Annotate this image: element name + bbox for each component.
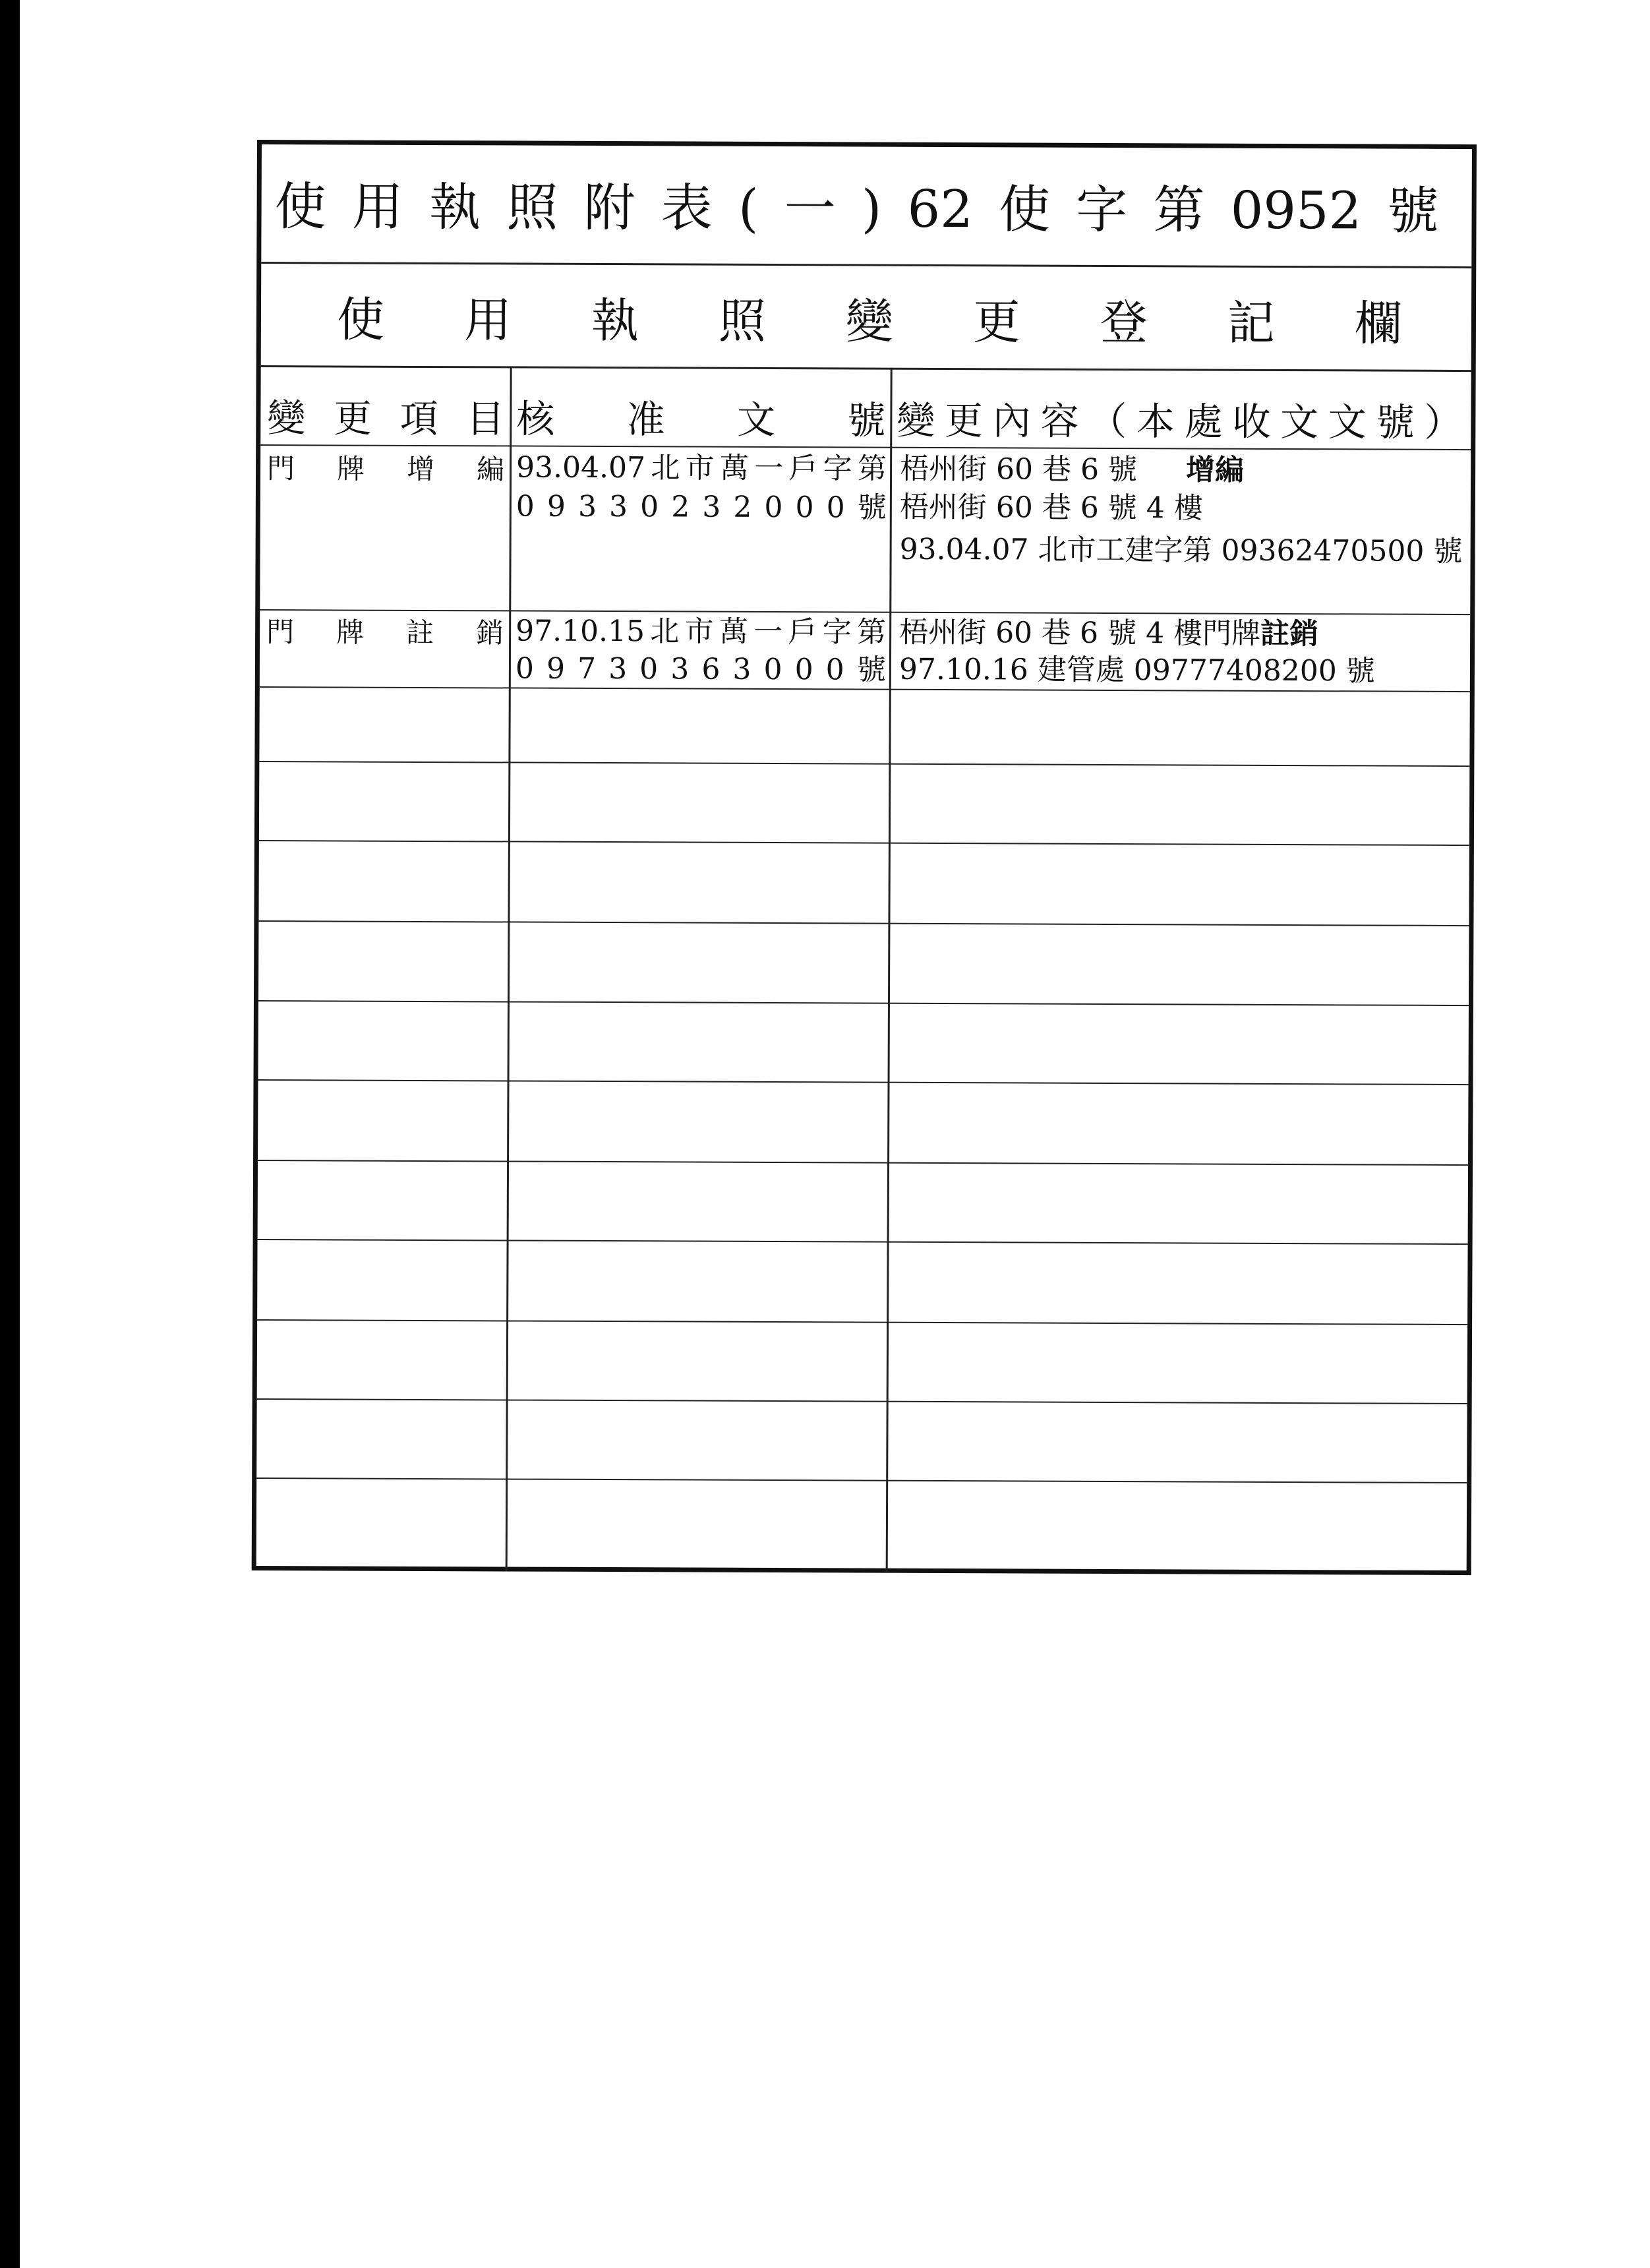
rule-row-7	[258, 1079, 1469, 1085]
column-divider-1	[506, 366, 512, 1571]
table-row-1-approval-line2: 0 9 3 3 0 2 3 2 0 0 0 號	[516, 489, 887, 525]
table-row-1-approval-line1: 93.04.07 北 市 萬 一 戶 字 第	[516, 450, 887, 486]
column-header-approval: 核 准 文 號	[516, 396, 886, 443]
form-title: 使 用 執 照 附 表 ( 一 ) 62 使 字 第 0952 號	[274, 177, 1439, 241]
column-header-content: 變 更 內 容 （ 本 處 收 文 文 號 ）	[897, 398, 1463, 446]
table-row-1-content-line1: 梧州街 60 巷 6 號 增編	[899, 452, 1245, 487]
rule-subtitle	[261, 365, 1471, 372]
registration-form	[252, 140, 1477, 1575]
rule-row-5	[258, 920, 1469, 926]
section-title: 使 用 執 照 變 更 登 記 欄	[336, 291, 1402, 351]
table-row-1-content-line2: 梧州街 60 巷 6 號 4 樓	[899, 490, 1203, 525]
rule-row-8	[258, 1160, 1468, 1166]
change-mark-cancelled: 註銷	[1260, 616, 1319, 651]
scan-edge	[0, 0, 20, 2268]
change-mark-added: 增編	[1185, 453, 1245, 487]
rule-row-12	[256, 1477, 1467, 1483]
rule-row-6	[258, 1000, 1469, 1006]
table-row-2-item: 門 牌 註 銷	[266, 616, 504, 649]
table-row-1-content-line3: 93.04.07 北市工建字第 09362470500 號	[899, 532, 1463, 569]
table-row-2-approval-line1: 97.10.15 北 市 萬 一 戶 字 第	[516, 614, 887, 649]
column-header-item: 變 更 項 目	[267, 396, 505, 442]
rule-row-11	[257, 1398, 1467, 1404]
table-row-2-content-line2: 97.10.16 建管處 09777408200 號	[899, 652, 1375, 688]
rule-row-4	[259, 840, 1469, 846]
table-row-2-content-line1: 梧州街 60 巷 6 號 4 樓門牌註銷	[899, 615, 1319, 651]
table-row-2-approval-line2: 0 9 7 3 0 3 6 3 0 0 0 號	[515, 651, 886, 687]
rule-row-10	[257, 1319, 1467, 1325]
rule-row-9	[258, 1239, 1468, 1245]
table-row-1-item: 門 牌 增 編	[266, 452, 505, 486]
column-divider-2	[886, 368, 893, 1573]
rule-row-3	[259, 761, 1469, 767]
rule-title	[261, 262, 1471, 268]
